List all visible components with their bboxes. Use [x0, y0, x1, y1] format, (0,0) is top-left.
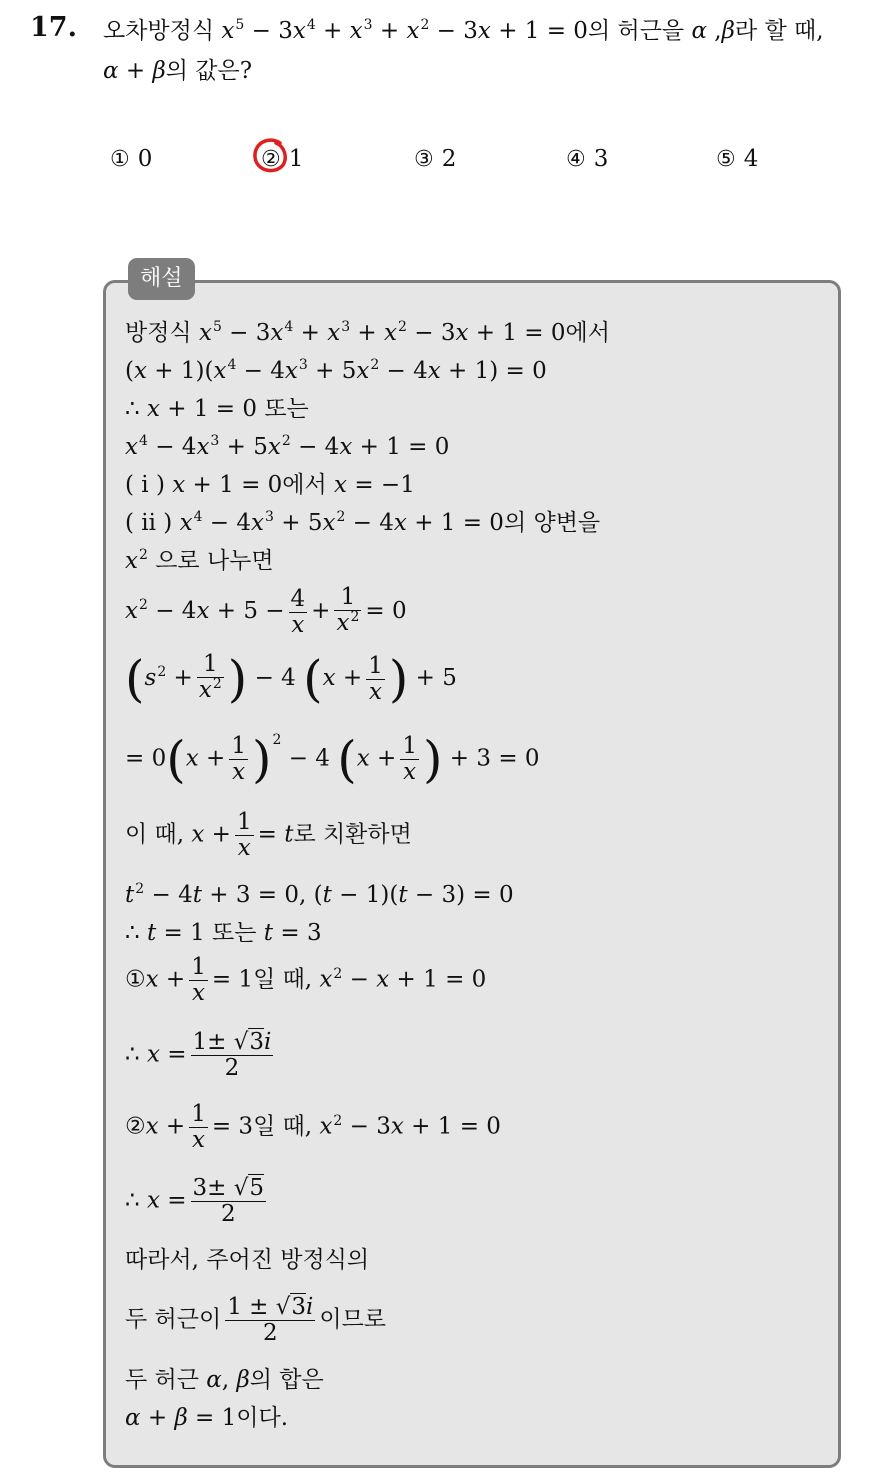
sol-line-18: 따라서, 주어진 방정식의 [125, 1247, 370, 1273]
sol-line-12: $t^2 - 4t + 3 = 0$, (t − 1)(t − 3) = 0 [125, 881, 514, 908]
sol-line-13: ∴ t = 1 또는 t = 3 [125, 920, 322, 946]
sol-line-9: ($s^2$ + $\frac{1}{x^2}$ ) − 4 (x + $\frac{1}{x}$ ) + 5 [125, 650, 457, 708]
choice-1[interactable]: ① 0 [110, 146, 153, 172]
question-text-1b: 의 허근을 [587, 18, 685, 44]
choice-3[interactable]: ③ 2 [414, 146, 457, 172]
solution-tag: 해설 [128, 258, 195, 300]
question-text-1c: 라 할 때, [734, 18, 824, 44]
sol-line-8: $x^2 - 4x + 5$ − $\frac{4}{x}$ + $\frac{1}{x^2}$ = 0 [125, 584, 407, 638]
sol-line-14: ①x + $\frac{1}{x}$ = 1일 때, $x^2 - x + 1 = 0$ [125, 954, 487, 1006]
sol-line-2: $(x + 1)(x^4 - 4x^3 + 5x^2 - 4x + 1) = 0$ [125, 357, 547, 384]
choice-4[interactable]: ④ 3 [566, 146, 609, 172]
sol-line-1: 방정식 $x^5 - 3x^4 + x^3 + x^2 - 3x + 1 = 0$에서 [125, 319, 610, 346]
sol-line-20: 두 허근 α, β의 합은 [125, 1367, 324, 1393]
sol-line-6: ( ii ) $x^4 - 4x^3 + 5x^2 - 4x + 1 = 0$의 양변을 [125, 509, 601, 536]
choice-5[interactable]: ⑤ 4 [716, 146, 759, 172]
sol-line-4: $x^4 - 4x^3 + 5x^2 - 4x + 1 = 0$ [125, 433, 450, 460]
sol-line-7: $x^2$ 으로 나누면 [125, 547, 274, 574]
question-text-1a: 오차방정식 [103, 18, 215, 44]
sol-line-16: ②x + $\frac{1}{x}$ = 3일 때, $x^2 - 3x + 1 = 0$ [125, 1101, 501, 1153]
sol-line-11: 이 때, x + $\frac{1}{x}$ = t로 치환하면 [125, 809, 412, 861]
choice-2[interactable]: ② 1 [261, 146, 304, 172]
sol-line-5: ( i ) x + 1 = 0에서 x = −1 [125, 472, 415, 498]
question-number: 17. [30, 12, 77, 43]
sol-line-19: 두 허근이 $\frac{1 \pm √3i}{2}$ 이므로 [125, 1294, 387, 1346]
sol-line-17: ∴ x = $\frac{3\pm √5}{2}$ [125, 1175, 265, 1227]
sol-line-15: ∴ x = $\frac{1\pm √3i}{2}$ [125, 1029, 272, 1081]
question-line-2: α + β의 값은? [103, 58, 253, 84]
sol-line-21: α + β = 1이다. [125, 1405, 289, 1431]
question-line-1: 오차방정식 $x^5 - 3x^4 + x^3 + x^2 - 3x + 1 = 0$의 허근을 α ,β라 할 때, [103, 17, 824, 44]
question-text-2b: 의 값은? [165, 58, 253, 84]
sol-line-3: ∴ x + 1 = 0 또는 [125, 396, 309, 422]
sol-line-10: = 0(x + $\frac{1}{x}$ )$^2$ − 4 (x + $\frac{1}{x}$ ) + 3 = 0 [125, 730, 540, 789]
